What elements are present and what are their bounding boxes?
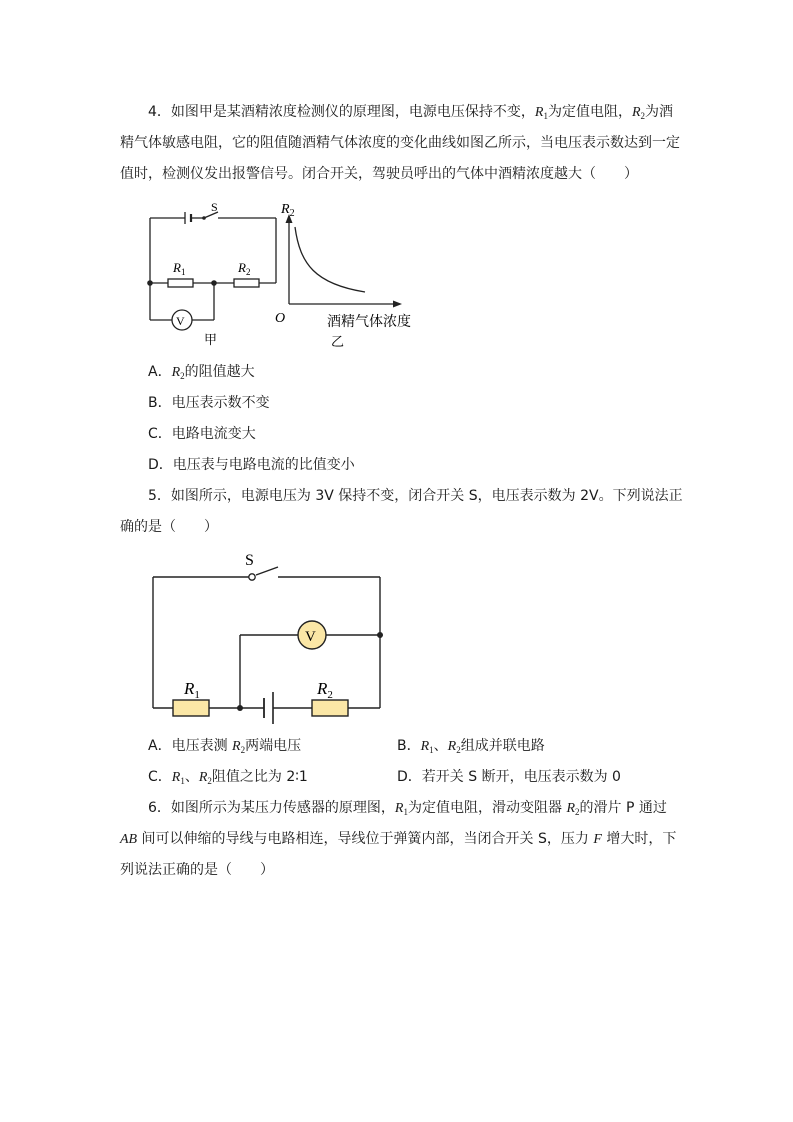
- q6-line-3: 列说法正确的是（ ）: [120, 862, 274, 878]
- r1-resistor: [173, 700, 209, 716]
- q4-option-c: C．电路电流变大: [148, 426, 256, 442]
- figure-caption-jia: 甲: [204, 333, 218, 348]
- q5-option-d: D．若开关 S 断开，电压表示数为 0: [397, 769, 621, 785]
- switch-label: S: [211, 200, 218, 214]
- q4-option-d: D．电压表与电路电流的比值变小: [148, 457, 355, 473]
- q6-line-1: 6．如图所示为某压力传感器的原理图，$R_1$为定值电阻，滑动变阻器 $R_2$的滑片 P 通过: [148, 800, 667, 817]
- q5-line-2: 确的是（ ）: [120, 519, 218, 535]
- q5-option-c: C．$R_1$、$R_2$阻值之比为 2∶1: [148, 769, 308, 786]
- r1-label: $R_1$: [184, 679, 200, 701]
- q5-line-1: 5．如图所示，电源电压为 3V 保持不变，闭合开关 S，电压表示数为 2V。下列说法正: [148, 488, 683, 504]
- switch-label: S: [245, 552, 254, 569]
- voltmeter-label: V: [176, 314, 185, 328]
- q4-option-b: B．电压表示数不变: [148, 395, 270, 411]
- q5-option-a: A．电压表测 $R_2$两端电压: [148, 738, 302, 755]
- q4-line-2: 精气体敏感电阻，它的阻值随酒精气体浓度的变化曲线如图乙所示，当电压表示数达到一定: [120, 135, 680, 151]
- junction-dot: [237, 705, 243, 711]
- r2-resistor: [312, 700, 348, 716]
- q5-option-b: B．$R_1$、$R_2$组成并联电路: [397, 738, 545, 755]
- q6-line-2: AB 间可以伸缩的导线与电路相连，导线位于弹簧内部，当闭合开关 S，压力 F 增大时，下: [120, 831, 677, 847]
- q4-number: 4．: [148, 104, 171, 120]
- r2-label: $R_2$: [238, 260, 251, 277]
- figure-caption-yi: 乙: [331, 335, 345, 350]
- origin-label: O: [275, 311, 286, 326]
- q6-number: 6．: [148, 800, 171, 816]
- q4-line-1: 4．如图甲是某酒精浓度检测仪的原理图，电源电压保持不变，$R_1$为定值电阻，$R_2$为酒: [148, 104, 674, 121]
- voltmeter-label: V: [305, 629, 316, 645]
- switch-blade: [256, 567, 278, 575]
- junction-dot: [377, 632, 383, 638]
- y-axis-label: $R_2$: [281, 202, 295, 219]
- q5-number: 5．: [148, 488, 171, 504]
- x-axis-label: 酒精气体浓度: [327, 314, 411, 330]
- q4-line-3: 值时，检测仪发出报警信号。闭合开关，驾驶员呼出的气体中酒精浓度越大（ ）: [120, 166, 638, 182]
- r1-label: $R_1$: [173, 260, 186, 277]
- r2-label: $R_2$: [317, 679, 333, 701]
- q4-option-a: A．$R_2$的阻值越大: [148, 364, 255, 381]
